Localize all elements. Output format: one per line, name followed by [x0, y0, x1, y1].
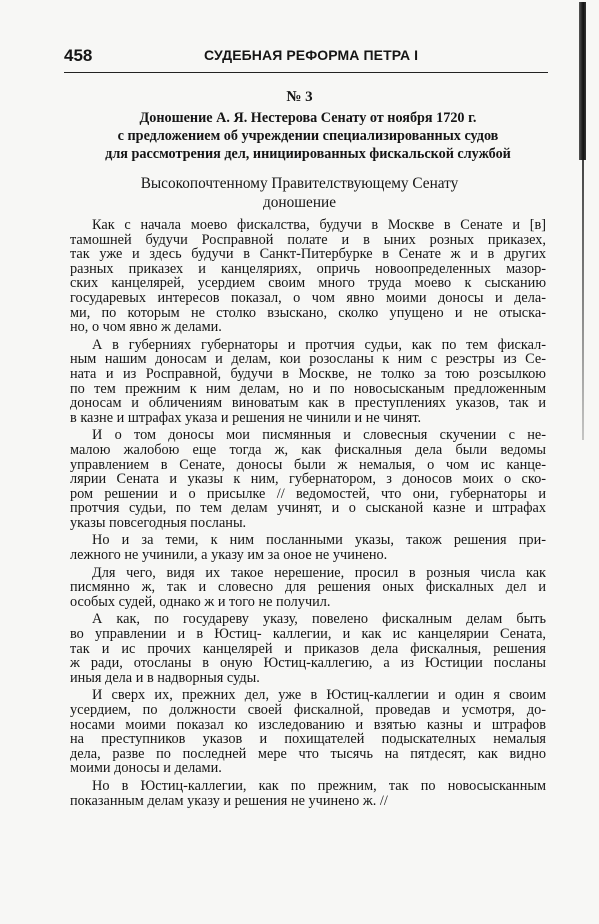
text-line: Как с начала моево фискалства, будучи в Москве в Сенате и [в]	[92, 217, 546, 233]
document-title-line: Доношение А. Я. Нестерова Сенату от ноября 1720 г.	[139, 110, 477, 126]
address-block	[0, 174, 599, 212]
text-line: ным нашим доносам и делам, кои розосланы к ним с реэстры из Се-	[70, 351, 546, 368]
text-line: А как, по государеву указу, повелено фискалным делам быть	[92, 611, 546, 628]
text-line: ми, по которым не столко взыскано, сколко упущено и не отыска-	[70, 304, 546, 321]
text-line: на преступников указов и похищателей подыскателных немалыя	[70, 731, 546, 748]
address-heading: доношение	[263, 194, 336, 211]
binding-edge	[579, 2, 586, 160]
text-line: в казне и штрафах указа и решения не чинили и не чинят.	[70, 409, 422, 426]
document-title-line: с предложением об учреждении специализированных судов	[117, 128, 499, 144]
text-line: ж ради, отосланы в оную Юстиц-каллегию, а из Юстиции посланы	[70, 655, 546, 672]
text-line: протчия судьи, по тем делам учинят, и о сысканой казне и штрафах	[70, 500, 546, 517]
text-line: доносам и обличениям виноватым как в преступлениях указов, так и	[70, 395, 546, 412]
text-line: особых судей, однако ж и того не получил.	[70, 593, 331, 610]
text-line: тамошней будучи Росправной полате и в ыних розных приказех,	[70, 231, 546, 248]
paragraph	[70, 428, 546, 530]
text-line: ната и из Росправной, будучи в Москве, не толко за тою розсылкою	[70, 365, 546, 382]
text-line: малою жалобою еще тогда ж, как фискалныя дела были ведомы	[70, 441, 546, 458]
text-line: дела, разве по последней мере что тысячь на пятдесят, как видно	[70, 745, 546, 762]
text-line: ских канцелярей, усердием своим много труда моево к сысканию	[70, 275, 546, 292]
text-line: во управлении и в Юстиц- каллегии, и как ис канцелярии Сената,	[70, 626, 546, 643]
text-line: государевых интересов показал, о чом явно моими доносы и дела-	[70, 289, 546, 306]
text-line: И о том доносы мои писмянныя и словесныя скучении с не-	[92, 427, 546, 444]
paragraph	[70, 338, 546, 426]
text-line: иныя дела и в надворныя суды.	[70, 669, 260, 686]
text-line: по тем прежним к ним делам, но и по новосысканым предложенным	[70, 380, 546, 397]
paragraph	[70, 612, 546, 685]
text-line: носами моими показал ко изследованию и взятью казны и штрафов	[70, 716, 546, 733]
document-title	[84, 109, 532, 163]
page-number: 458	[64, 46, 93, 65]
body-text	[70, 218, 546, 808]
document-number: № 3	[286, 89, 313, 105]
address-line: Высокопочтенному Правителствующему Сенату	[140, 175, 459, 192]
text-line: И сверх их, прежних дел, уже в Юстиц-каллегии и один я своим	[92, 687, 546, 704]
text-line: так уже и здесь будучи в Санкт-Питербурке в Сенате ж и в других	[70, 246, 546, 263]
text-line: показанным делам указу и решения не учинено ж. //	[70, 792, 388, 809]
text-line: лярии Сената и указы к ним, губернатором, з доносов моих о ско-	[70, 471, 546, 488]
text-line: ром решении и о присылке // ведомостей, что они, губернаторы и	[70, 485, 546, 502]
text-line: А в губерниях губернаторы и протчия судьи, как по тем фискал-	[92, 336, 546, 353]
text-line: лежного не учинили, а указу им за оное не учинено.	[70, 547, 388, 564]
text-line: Но и за теми, к ним посланными указы, також решения при-	[92, 532, 546, 549]
paragraph	[70, 533, 546, 562]
paragraph	[70, 218, 546, 335]
text-line: разных приказех и канцеляриях, опричь новоопределенных мазор-	[70, 260, 546, 277]
text-line: Но в Юстиц-каллегии, как по прежним, так по новосысканным	[92, 777, 546, 794]
document-title-line: для рассмотрения дел, инициированных фискальской службой	[105, 146, 511, 162]
header-rule	[64, 72, 548, 73]
running-head: СУДЕБНАЯ РЕФОРМА ПЕТРА I	[204, 47, 419, 63]
page-header	[64, 46, 552, 70]
paragraph	[70, 688, 546, 776]
paragraph	[70, 779, 546, 808]
text-line: управлением в Сенате, доносы были ж немалыя, о чом ис канце-	[70, 456, 546, 473]
text-line: Для чего, видя их такое нерешение, просил в розныя числа как	[92, 564, 546, 581]
paragraph	[70, 566, 546, 610]
text-line: моими доносы и делами.	[70, 760, 222, 777]
text-line: но, о чом явно ж делами.	[70, 319, 222, 336]
text-line: усердием, по должности своей фискалной, проведав и усмотря, до-	[70, 702, 546, 718]
text-line: указы повсегодныя посланы.	[70, 514, 247, 531]
text-line: писмянно ж, так и словесно для решения оных фискалных дел и	[70, 579, 546, 596]
text-line: так и ис прочих канцелярей и приказов дела фискалныя, решения	[70, 640, 546, 657]
